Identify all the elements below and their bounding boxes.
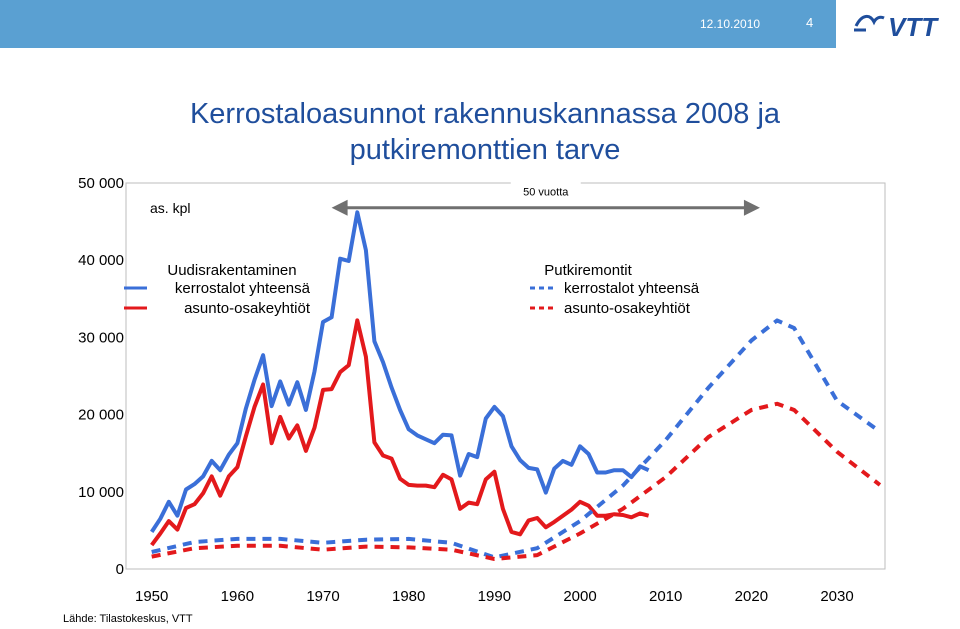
slide-title: Kerrostaloasunnot rakennuskannassa 2008 ja putkiremonttien tarve xyxy=(189,98,781,166)
y-tick-label: 10 000 xyxy=(78,483,124,501)
x-tick-label: 1970 xyxy=(306,588,340,605)
x-axis xyxy=(135,588,854,605)
y-tick-label: 20 000 xyxy=(78,406,124,424)
logo-text: VTT xyxy=(888,12,938,42)
source-note: Lähde: Tilastokeskus, VTT xyxy=(63,613,193,625)
y-axis-label: as. kpl xyxy=(150,200,191,216)
arrow-left-icon xyxy=(332,200,348,216)
legend xyxy=(124,255,740,325)
y-tick-label: 40 000 xyxy=(78,252,124,270)
legend-group-title: Putkiremontit xyxy=(544,262,632,279)
annotation-50-years xyxy=(332,181,760,216)
legend-entry: asunto-osakeyhtiöt xyxy=(564,300,690,317)
series-line-uudisrakentaminen-asunto-osakeyhtiot xyxy=(152,320,649,545)
legend-entry: asunto-osakeyhtiöt xyxy=(184,300,310,317)
x-tick-label: 1980 xyxy=(392,588,426,605)
slide-page-number: 4 xyxy=(806,15,814,30)
arrow-right-icon xyxy=(744,200,760,216)
slide-date: 12.10.2010 xyxy=(700,17,761,31)
legend-group-title: Uudisrakentaminen xyxy=(167,262,297,279)
x-tick-label: 1960 xyxy=(220,588,255,605)
x-tick-label: 2000 xyxy=(563,588,597,605)
annotation-label: 50 vuotta xyxy=(523,186,569,199)
x-tick-label: 2020 xyxy=(734,588,769,605)
y-tick-label: 50 000 xyxy=(78,175,124,192)
x-tick-label: 1950 xyxy=(135,588,169,605)
y-axis xyxy=(78,175,124,578)
x-tick-label: 2030 xyxy=(820,588,854,605)
y-tick-label: 30 000 xyxy=(78,329,124,347)
y-tick-label: 0 xyxy=(115,561,124,578)
legend-entry: kerrostalot yhteensä xyxy=(564,280,700,297)
x-tick-label: 2010 xyxy=(649,588,683,605)
x-tick-label: 1990 xyxy=(477,588,512,605)
series-line-putkiremontit-asunto-osakeyhtiot xyxy=(152,404,880,559)
legend-entry: kerrostalot yhteensä xyxy=(174,280,310,297)
